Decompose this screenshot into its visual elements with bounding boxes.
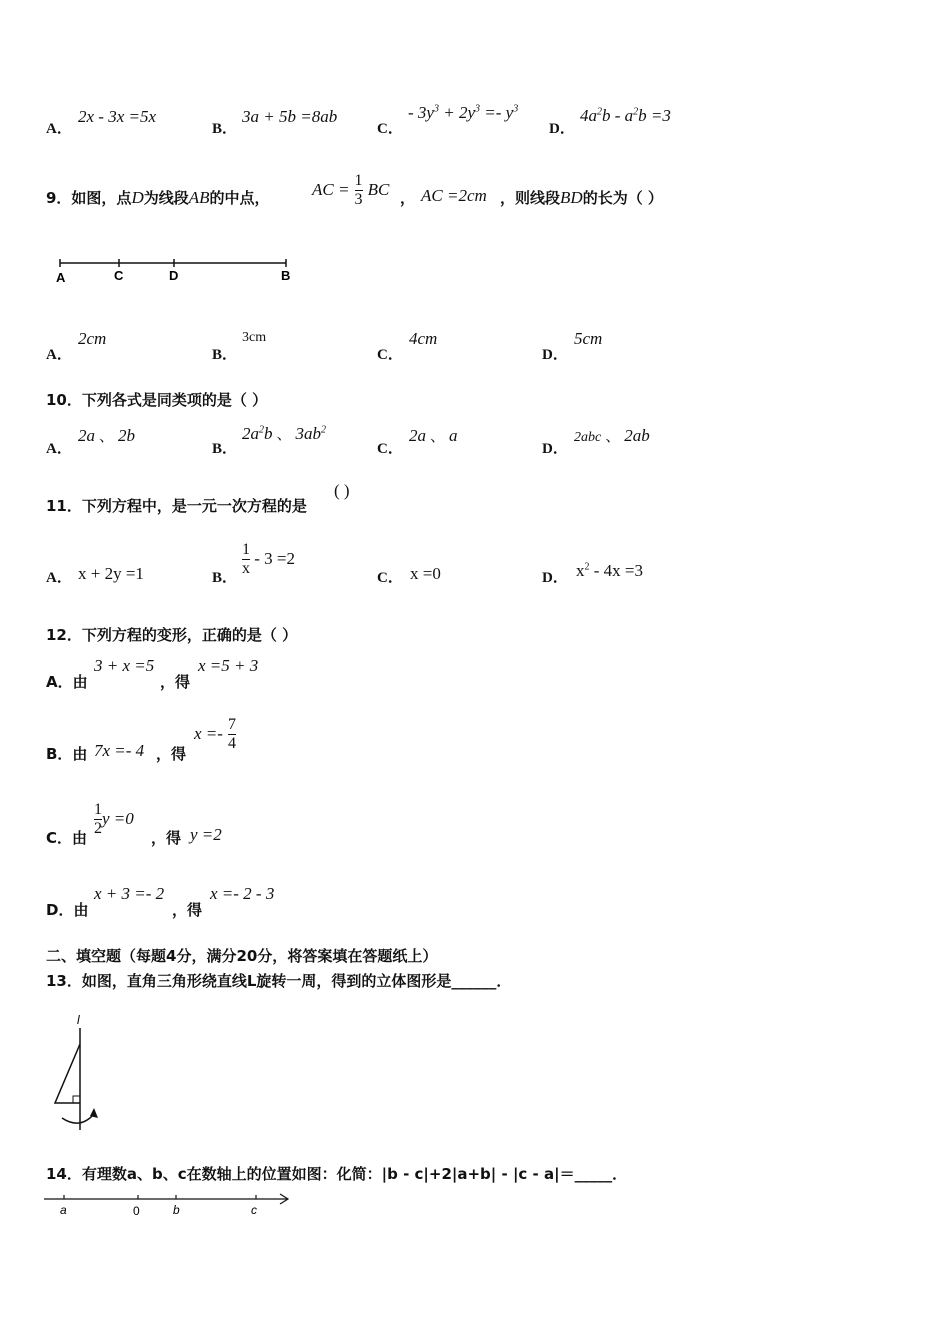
q8-option-b-expr: 3a + 5b =8ab <box>242 107 338 126</box>
q9-comma: ， <box>400 189 416 207</box>
q13-rotation-diagram <box>46 1010 116 1135</box>
q9-option-c-value: 4cm <box>409 329 438 348</box>
q9-point-d: D <box>169 268 179 283</box>
q12-option-c-eq2: y =2 <box>190 825 222 844</box>
q12-option-d-label: D．由 <box>46 901 89 919</box>
q14-point-zero: 0 <box>133 1204 140 1218</box>
q9-option-d-label: D． <box>542 347 568 363</box>
q10-option-a-expr: 2a 、 2b <box>78 426 136 445</box>
q14-question: 14．有理数a、b、c在数轴上的位置如图：化简：|b - c|+2|a+b| - |c - a|＝_____． <box>46 1165 628 1183</box>
q12-option-b-label: B．由 <box>46 745 88 763</box>
q12-option-c-eq1: $\frac{1}{2}$ y =0 <box>94 801 134 837</box>
q11-option-d-label: D． <box>542 570 568 586</box>
q9-length-equation: AC =2cm <box>421 186 487 205</box>
q12-option-c-mid: ，得 <box>151 829 182 847</box>
q12-option-d-eq1: x + 3 =- 2 <box>94 884 165 903</box>
q13-question: 13．如图，直角三角形绕直线L旋转一周，得到的立体图形是______． <box>46 972 512 990</box>
q14-point-a: a <box>60 1203 67 1217</box>
q12-option-c-label: C．由 <box>46 829 88 847</box>
q11-question: 11．下列方程中，是一元一次方程的是 <box>46 497 307 515</box>
q8-option-b-label: B． <box>212 121 238 137</box>
q11-option-b-expr: $\frac{1}{x}$ - 3 =2 <box>242 541 295 577</box>
q12-option-d-mid: ，得 <box>172 901 203 919</box>
q10-option-b-label: B． <box>212 441 238 457</box>
q12-option-b-eq2: x =- $\frac{7}{4}$ <box>194 716 237 752</box>
q10-option-d-label: D． <box>542 441 568 457</box>
q12-question: 12．下列方程的变形，正确的是（ ） <box>46 626 298 644</box>
q11-option-a-expr: x + 2y =1 <box>78 564 144 583</box>
q11-option-b-label: B． <box>212 570 238 586</box>
q9-question: 9．如图，点D为线段AB的中点， <box>46 188 270 207</box>
q14-point-b: b <box>173 1203 180 1217</box>
q12-option-a-eq1: 3 + x =5 <box>94 656 155 675</box>
q9-point-b: B <box>281 268 291 283</box>
section-heading: 二、填空题（每题4分，满分20分，将答案填在答题纸上） <box>46 947 438 965</box>
q8-option-c-expr: - $3y^3 + 2y^3 =- y^3$ <box>408 103 519 122</box>
q12-option-b-mid: ，得 <box>156 745 187 763</box>
q9-option-d-value: 5cm <box>574 329 603 348</box>
q9-point-a: A <box>56 270 66 285</box>
q8-option-d-label: D． <box>549 121 575 137</box>
q14-point-c: c <box>251 1203 257 1217</box>
q10-option-d-expr: 2abc 、 2ab <box>574 426 650 445</box>
q11-option-d-expr: $x^2 - 4x =3$ <box>576 561 643 580</box>
q8-option-c-label: C． <box>377 121 403 137</box>
q11-option-c-expr: x =0 <box>410 564 441 583</box>
q10-question: 10．下列各式是同类项的是（ ） <box>46 391 268 409</box>
q10-option-c-label: C． <box>377 441 403 457</box>
q9-option-c-label: C． <box>377 347 403 363</box>
q10-option-b-expr: $2a^2b$ 、 $3ab^2$ <box>242 424 327 443</box>
q8-option-d-expr: $4a^2b - a^2b =3$ <box>580 106 671 125</box>
q9-question-tail: ，则线段BD的长为（ ） <box>500 188 663 207</box>
q9-segment-diagram <box>50 255 300 287</box>
q9-option-a-value: 2cm <box>78 329 107 348</box>
q11-option-c-label: C． <box>377 570 403 586</box>
q9-option-a-label: A． <box>46 347 72 363</box>
q13-line-label: l <box>77 1013 80 1027</box>
q12-option-a-label: A．由 <box>46 673 88 691</box>
q8-option-a-label: A． <box>46 121 72 137</box>
q14-number-line <box>42 1188 297 1220</box>
q11-answer-paren: ( ) <box>334 481 350 500</box>
q12-option-d-eq2: x =- 2 - 3 <box>210 884 275 903</box>
q9-option-b-value: 3cm <box>242 330 267 345</box>
q9-point-c: C <box>114 268 124 283</box>
q12-option-a-mid: ，得 <box>160 673 191 691</box>
q10-option-a-label: A． <box>46 441 72 457</box>
q9-ratio-equation: AC = $\frac{1}{3}$ BC <box>312 172 390 208</box>
q11-option-a-label: A． <box>46 570 72 586</box>
q9-option-b-label: B． <box>212 347 238 363</box>
q10-option-c-expr: 2a 、 a <box>409 426 458 445</box>
q8-option-a-expr: 2x - 3x =5x <box>78 107 157 126</box>
q12-option-b-eq1: 7x =- 4 <box>94 741 145 760</box>
q12-option-a-eq2: x =5 + 3 <box>198 656 259 675</box>
